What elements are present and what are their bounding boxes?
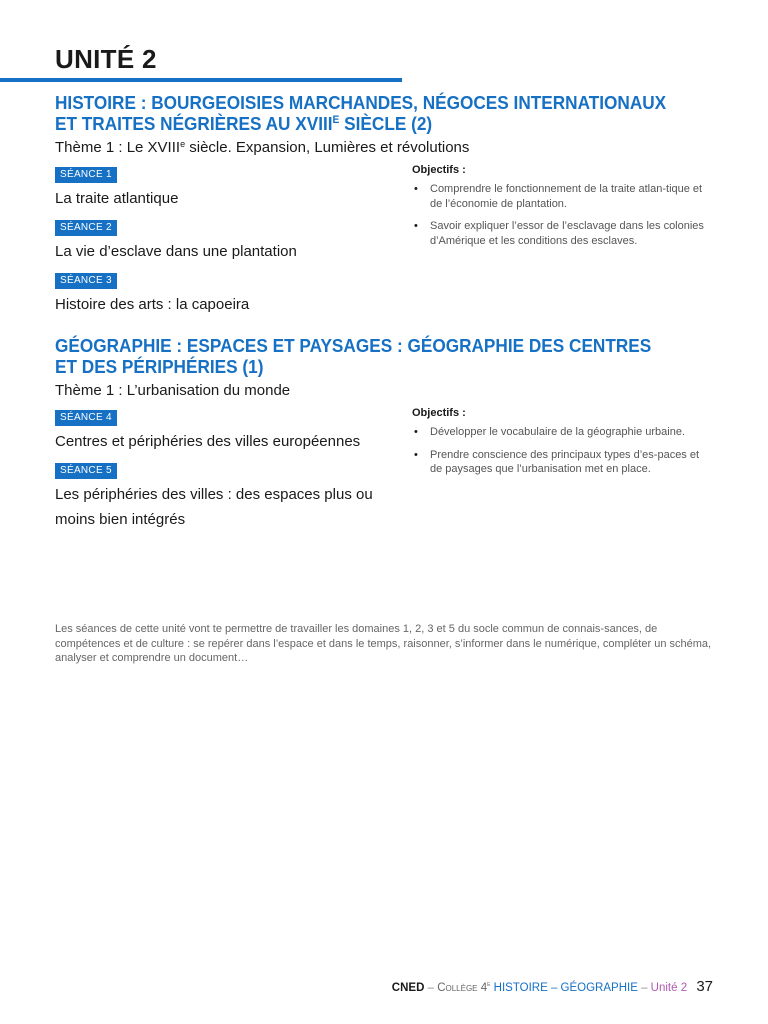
objectifs-heading: Objectifs :: [412, 407, 466, 419]
seance-item[interactable]: [55, 407, 385, 454]
page-footer: [392, 978, 713, 995]
objectifs-list: [412, 182, 712, 248]
geographie-seances: [55, 407, 385, 532]
unit-title: UNITÉ 2: [55, 44, 157, 74]
seance-item[interactable]: [55, 460, 385, 532]
objectifs-list: [412, 425, 712, 477]
seance-title: Les périphéries des villes : des espaces plus ou moins bien intégrés: [55, 486, 373, 528]
histoire-objectifs: [412, 164, 712, 256]
geographie-section: [55, 335, 735, 538]
footer-cned: CNED: [391, 982, 425, 994]
geographie-columns: [55, 407, 735, 532]
histoire-title-line1: HISTOIRE : BOURGEOISIES MARCHANDES, NÉGOCES INTERNATIONAUX: [55, 92, 667, 113]
footer-college: Collège 4e: [437, 981, 491, 994]
seance-item[interactable]: [55, 217, 385, 264]
seance-badge: SÉANCE 3: [55, 273, 117, 289]
histoire-title: [55, 92, 687, 134]
footer-separator: –: [637, 982, 651, 994]
footer-separator: –: [424, 982, 438, 994]
unit-title-rule: [0, 78, 402, 82]
seance-badge: SÉANCE 1: [55, 167, 117, 183]
geographie-title-line2: ET DES PÉRIPHÉRIES (1): [55, 356, 264, 377]
seance-badge: SÉANCE 5: [55, 463, 117, 479]
geographie-theme: Thème 1 : L’urbanisation du monde: [55, 382, 291, 399]
seance-title: Centres et périphéries des villes européennes: [55, 433, 361, 450]
seance-item[interactable]: [55, 164, 385, 211]
histoire-title-line2: ET TRAITES NÉGRIÈRES AU $XVIII^E$ SIÈCLE (2): [55, 113, 433, 134]
geographie-title: [55, 335, 687, 377]
seance-badge: SÉANCE 2: [55, 220, 117, 236]
histoire-seances: [55, 164, 385, 317]
objectifs-heading: Objectifs :: [412, 164, 466, 176]
seance-badge: SÉANCE 4: [55, 410, 117, 426]
objectif-item: • Développer le vocabulaire de la géographie urbaine.: [412, 425, 712, 440]
geographie-title-line1: GÉOGRAPHIE : ESPACES ET PAYSAGES : GÉOGRAPHIE DES CENTRES: [55, 335, 652, 356]
histoire-columns: [55, 164, 735, 317]
objectif-item: • Prendre conscience des principaux types d’es-paces et de paysages que l’urbanisation met en place.: [412, 448, 712, 477]
page-number: 37: [696, 978, 713, 995]
objectif-item: • Comprendre le fonctionnement de la traite atlan-tique et de l’économie de plantation.: [412, 182, 712, 211]
footer-subject: HISTOIRE – GÉOGRAPHIE: [493, 982, 638, 994]
histoire-theme: Thème 1 : Le XVIIIe siècle. Expansion, Lumières et révolutions: [55, 139, 470, 156]
seance-title: La vie d’esclave dans une plantation: [55, 243, 297, 260]
seance-title: La traite atlantique: [55, 190, 179, 207]
geographie-objectifs: [412, 407, 712, 485]
seance-title: Histoire des arts : la capoeira: [55, 296, 250, 313]
seance-item[interactable]: [55, 270, 385, 317]
objectif-item: • Savoir expliquer l’essor de l’esclavage dans les colonies d’Amérique et les conditions des esclaves.: [412, 219, 712, 248]
footer-unit: Unité 2: [650, 982, 688, 994]
histoire-section: [55, 92, 735, 323]
socle-note: Les séances de cette unité vont te permettre de travailler les domaines 1, 2, 3 et 5 du socle commun de connais-sances, de compétences et de culture : se repérer dans l’espace et dans le temps, raisonner, s’informer dans le numérique, compléter un schéma, analyser et comprendre un document…: [55, 623, 712, 664]
